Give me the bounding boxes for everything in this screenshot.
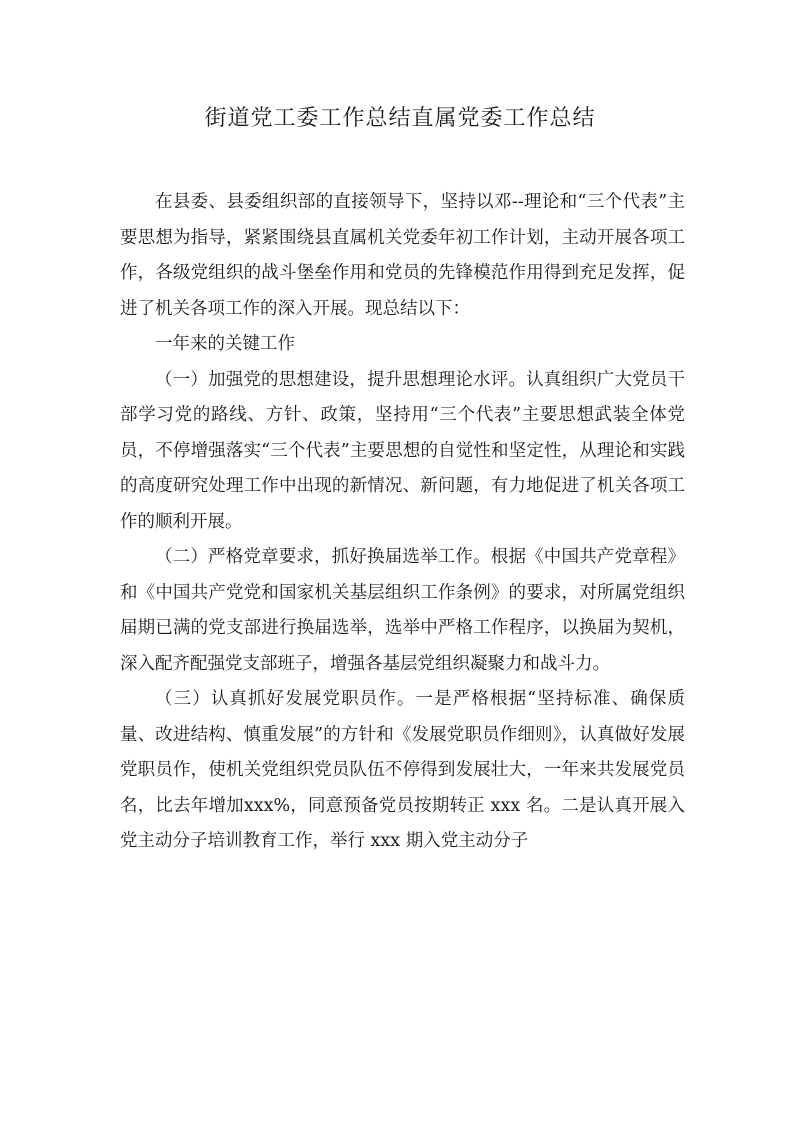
paragraph-election: （二）严格党章要求，抓好换届选举工作。根据《中国共产党章程》和《中国共产党党和国家机关基层组织工作条例》的要求，对所属党组织届期已满的党支部进行换届选举，选举中严格工作程序，以换届为契机，深入配齐配强党支部班子，增强各基层党组织凝聚力和战斗力。 — [120, 547, 685, 674]
intro-paragraph: 在县委、县委组织部的直接领导下，坚持以邓--理论和“三个代表”主要思想为指导，紧紧围绕县直属机关党委年初工作计划，主动开展各项工作，各级党组织的战斗堡垒作用和党员的先锋模范作用得到充足发挥，促进了机关各项工作的深入开展。现总结以下： — [120, 192, 685, 319]
document-title: 街道党工委工作总结直属党委工作总结 — [204, 106, 596, 131]
paragraph-membership: （三）认真抓好发展党职员作。一是严格根据“坚持标准、确保质量、改进结构、慎重发展”的方针和《发展党职员作细则》，认真做好发展党职员作，使机关党组织党员队伍不停得到发展壮大，一年来共发展党员 名，比去年增加xxx%，同意预备党员按期转正 xxx 名。二是认真开展入党主动分子培训教育工作，举行 xxx 期入党主动分子 — [120, 689, 685, 851]
section-heading: 一年来的关键工作 — [155, 334, 295, 354]
paragraph-ideology: （一）加强党的思想建设，提升思想理论水评。认真组织广大党员干部学习党的路线、方针、政策，坚持用“三个代表”主要思想武装全体党员，不停增强落实“三个代表”主要思想的自觉性和坚定性，从理论和实践的高度研究处理工作中出现的新情况、新问题，有力地促进了机关各项工作的顺利开展。 — [120, 369, 685, 532]
document-body — [120, 185, 685, 860]
